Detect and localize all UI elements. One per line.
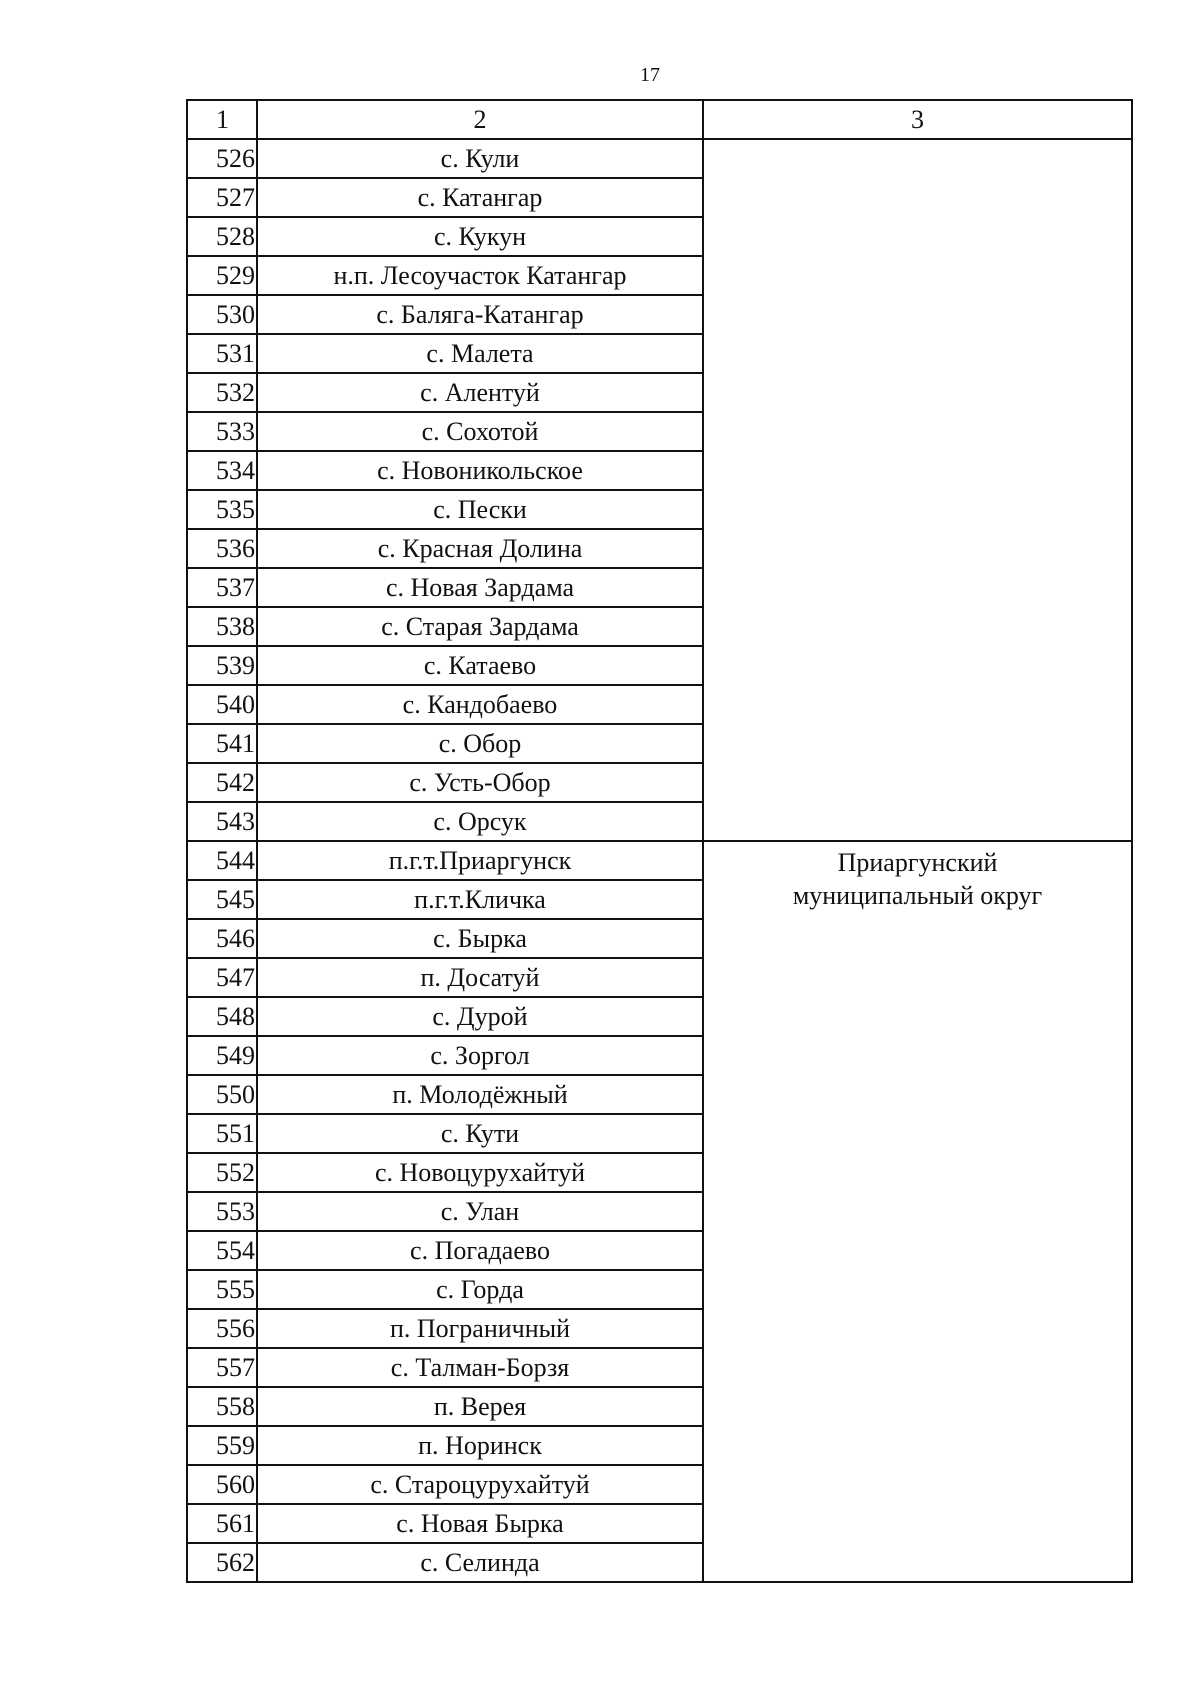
- settlement-name: с. Алентуй: [257, 373, 703, 412]
- row-number: 526: [187, 139, 257, 178]
- row-number: 549: [187, 1036, 257, 1075]
- settlement-name: с. Староцурухайтуй: [257, 1465, 703, 1504]
- row-number: 544: [187, 841, 257, 880]
- settlement-name: п. Досатуй: [257, 958, 703, 997]
- row-number: 558: [187, 1387, 257, 1426]
- row-number: 533: [187, 412, 257, 451]
- settlement-name: с. Новоцурухайтуй: [257, 1153, 703, 1192]
- settlement-name: с. Селинда: [257, 1543, 703, 1582]
- row-number: 548: [187, 997, 257, 1036]
- settlement-name: с. Старая Зардама: [257, 607, 703, 646]
- row-number: 545: [187, 880, 257, 919]
- settlement-name: п. Пограничный: [257, 1309, 703, 1348]
- settlement-name: с. Кандобаево: [257, 685, 703, 724]
- row-number: 551: [187, 1114, 257, 1153]
- settlement-name: с. Малета: [257, 334, 703, 373]
- settlement-name: п.г.т.Кличка: [257, 880, 703, 919]
- district-cell: [703, 139, 1132, 841]
- row-number: 535: [187, 490, 257, 529]
- row-number: 547: [187, 958, 257, 997]
- row-number: 552: [187, 1153, 257, 1192]
- settlement-name: с. Катаево: [257, 646, 703, 685]
- settlement-name: п.г.т.Приаргунск: [257, 841, 703, 880]
- row-number: 546: [187, 919, 257, 958]
- row-number: 557: [187, 1348, 257, 1387]
- header-col-1: 1: [187, 100, 257, 139]
- settlement-name: с. Кути: [257, 1114, 703, 1153]
- row-number: 537: [187, 568, 257, 607]
- settlement-name: с. Баляга-Катангар: [257, 295, 703, 334]
- settlement-name: с. Обор: [257, 724, 703, 763]
- settlement-name: н.п. Лесоучасток Катангар: [257, 256, 703, 295]
- header-col-2: 2: [257, 100, 703, 139]
- row-number: 528: [187, 217, 257, 256]
- row-number: 529: [187, 256, 257, 295]
- header-col-3: 3: [703, 100, 1132, 139]
- settlement-name: с. Усть-Обор: [257, 763, 703, 802]
- row-number: 555: [187, 1270, 257, 1309]
- row-number: 531: [187, 334, 257, 373]
- row-number: 539: [187, 646, 257, 685]
- settlement-name: с. Улан: [257, 1192, 703, 1231]
- row-number: 542: [187, 763, 257, 802]
- settlement-name: с. Талман-Борзя: [257, 1348, 703, 1387]
- settlement-name: п. Норинск: [257, 1426, 703, 1465]
- district-name-line: Приаргунский: [837, 848, 998, 877]
- table-row: [187, 139, 1132, 178]
- settlement-name: п. Верея: [257, 1387, 703, 1426]
- settlement-name: с. Орсук: [257, 802, 703, 841]
- row-number: 532: [187, 373, 257, 412]
- row-number: 556: [187, 1309, 257, 1348]
- row-number: 534: [187, 451, 257, 490]
- settlement-name: с. Кукун: [257, 217, 703, 256]
- table-header-row: [187, 100, 1132, 139]
- settlement-name: с. Пески: [257, 490, 703, 529]
- settlement-name: с. Новая Зардама: [257, 568, 703, 607]
- row-number: 538: [187, 607, 257, 646]
- row-number: 540: [187, 685, 257, 724]
- row-number: 530: [187, 295, 257, 334]
- row-number: 553: [187, 1192, 257, 1231]
- row-number: 554: [187, 1231, 257, 1270]
- row-number: 561: [187, 1504, 257, 1543]
- district-cell: [703, 841, 1132, 1582]
- page-number: 17: [640, 64, 660, 86]
- row-number: 536: [187, 529, 257, 568]
- district-name-line: муниципальный округ: [792, 881, 1043, 910]
- table-row: [187, 841, 1132, 880]
- row-number: 559: [187, 1426, 257, 1465]
- settlement-name: п. Молодёжный: [257, 1075, 703, 1114]
- row-number: 543: [187, 802, 257, 841]
- settlement-name: с. Сохотой: [257, 412, 703, 451]
- settlement-name: с. Дурой: [257, 997, 703, 1036]
- row-number: 562: [187, 1543, 257, 1582]
- row-number: 527: [187, 178, 257, 217]
- row-number: 550: [187, 1075, 257, 1114]
- settlement-name: с. Горда: [257, 1270, 703, 1309]
- settlement-name: с. Кули: [257, 139, 703, 178]
- settlement-name: с. Погадаево: [257, 1231, 703, 1270]
- settlement-name: с. Новоникольское: [257, 451, 703, 490]
- settlement-name: с. Красная Долина: [257, 529, 703, 568]
- row-number: 541: [187, 724, 257, 763]
- settlement-name: с. Бырка: [257, 919, 703, 958]
- settlement-name: с. Новая Бырка: [257, 1504, 703, 1543]
- row-number: 560: [187, 1465, 257, 1504]
- table-body: [187, 139, 1132, 1582]
- settlement-name: с. Зоргол: [257, 1036, 703, 1075]
- settlement-name: с. Катангар: [257, 178, 703, 217]
- settlements-table: [186, 99, 1133, 1583]
